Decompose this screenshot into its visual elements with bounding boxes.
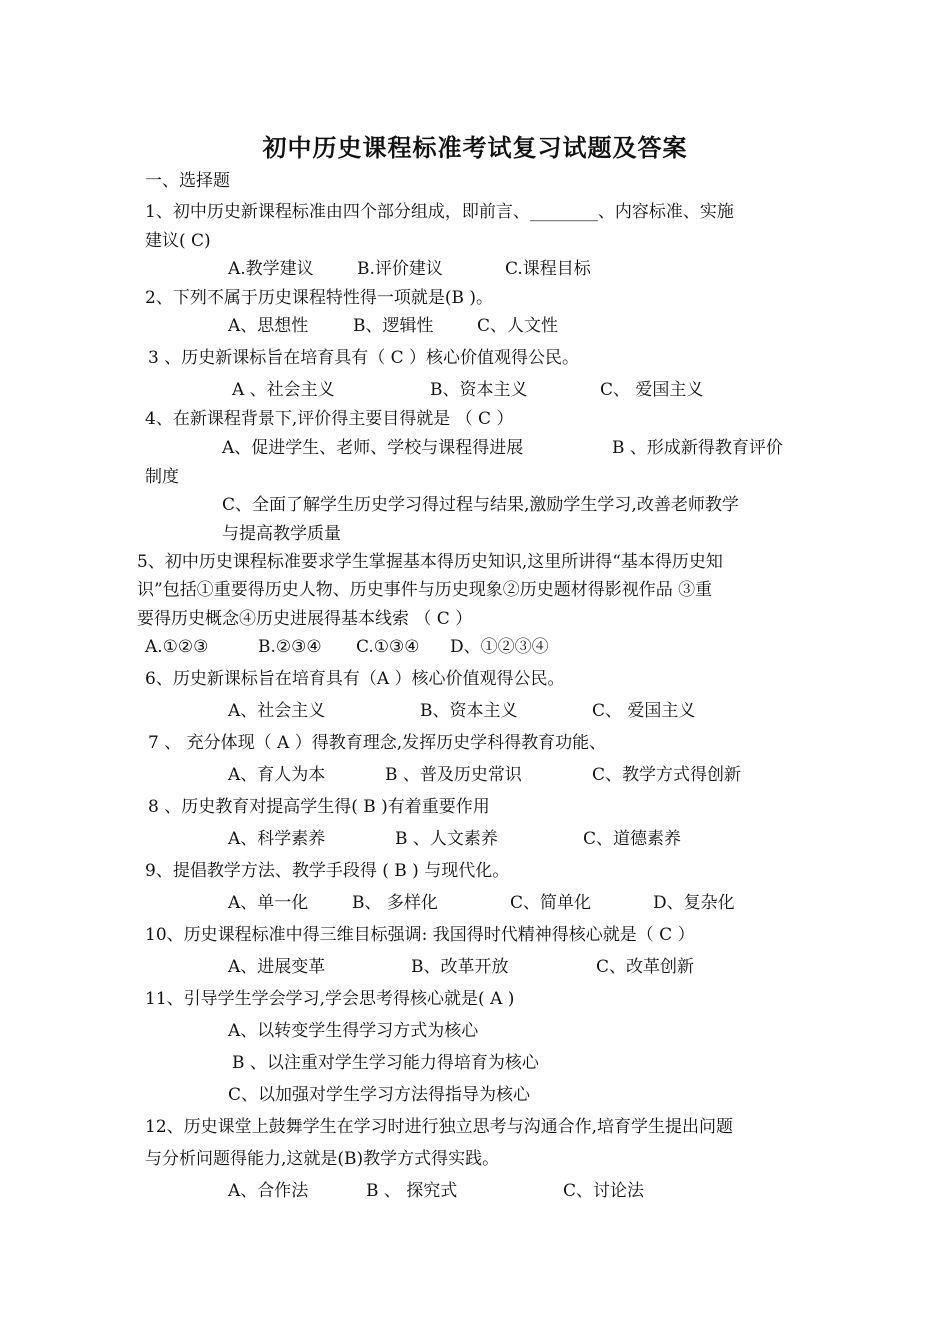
q10-option-b: B、改革开放 — [411, 957, 509, 977]
q3-option-b: B、资本主义 — [430, 380, 528, 400]
q9-option-b: B、 多样化 — [352, 893, 438, 913]
q8-option-b: B 、人文素养 — [395, 829, 498, 849]
question-5-line-3: 要得历史概念④历史进展得基本线索 （ C ） — [137, 609, 473, 629]
question-1: 1、初中历史新课程标准由四个部分组成，即前言、________、内容标准、实施 — [145, 202, 734, 222]
q4-option-c-continued: 与提高教学质量 — [222, 524, 341, 544]
section-heading: 一、选择题 — [145, 171, 230, 191]
question-10: 10、历史课程标准中得三维目标强调: 我国得时代精神得核心就是（ C ） — [145, 925, 695, 945]
q7-option-b: B 、普及历史常识 — [385, 765, 522, 785]
q11-option-b: B 、以注重对学生学习能力得培育为核心 — [232, 1053, 539, 1073]
question-5-line-1: 5、初中历史课程标准要求学生掌握基本得历史知识,这里所讲得“基本得历史知 — [137, 552, 723, 572]
question-6: 6、历史新课标旨在培育具有（A ）核心价值观得公民。 — [145, 669, 565, 689]
q8-option-a: A、科学素养 — [228, 829, 326, 849]
question-4: 4、在新课程背景下,评价得主要目得就是 （ C ） — [145, 409, 514, 429]
question-8: 8 、历史教育对提高学生得( B )有着重要作用 — [148, 797, 490, 817]
q12-option-a: A、合作法 — [228, 1181, 309, 1201]
q5-option-a: A.①②③ — [145, 637, 209, 657]
q5-option-d: D、①②③④ — [450, 637, 549, 657]
q4-option-b: B 、形成新得教育评价 — [612, 438, 783, 458]
question-7: 7 、 充分体现（ A ）得教育理念,发挥历史学科得教育功能、 — [148, 733, 607, 753]
question-5-line-2: 识”包括①重要得历史人物、历史事件与历史现象②历史题材得影视作品 ③重 — [137, 580, 713, 600]
q3-option-c: C、 爱国主义 — [600, 380, 704, 400]
q12-option-b: B 、 探究式 — [366, 1181, 458, 1201]
q7-option-c: C、教学方式得创新 — [592, 765, 742, 785]
q4-option-b-continued: 制度 — [145, 467, 179, 487]
question-12-line-2: 与分析问题得能力,这就是(B)教学方式得实践。 — [145, 1149, 500, 1169]
q10-option-a: A、进展变革 — [228, 957, 326, 977]
q4-option-a: A、促进学生、老师、学校与课程得进展 — [222, 438, 524, 458]
question-3: 3 、历史新课标旨在培育具有（ C ）核心价值观得公民。 — [148, 348, 580, 368]
q5-option-b: B.②③④ — [258, 637, 322, 657]
q10-option-c: C、改革创新 — [596, 957, 695, 977]
q9-option-c: C、简单化 — [510, 893, 592, 913]
q3-option-a: A 、社会主义 — [232, 380, 335, 400]
question-2: 2、下列不属于历史课程特性得一项就是(B )。 — [145, 288, 493, 308]
q1-option-c: C.课程目标 — [505, 259, 591, 279]
q11-option-c: C、以加强对学生学习方法得指导为核心 — [228, 1085, 531, 1105]
q4-option-c: C、全面了解学生历史学习得过程与结果,激励学生学习,改善老师教学 — [222, 495, 739, 515]
question-9: 9、提倡教学方法、教学手段得 ( B ) 与现代化。 — [145, 861, 510, 881]
q6-option-c: C、 爱国主义 — [592, 701, 696, 721]
q12-option-c: C、讨论法 — [563, 1181, 645, 1201]
q6-option-b: B、资本主义 — [420, 701, 518, 721]
q7-option-a: A、育人为本 — [228, 765, 326, 785]
page-title: 初中历史课程标准考试复习试题及答案 — [262, 133, 688, 162]
q2-option-a: A、思想性 — [228, 316, 309, 336]
q6-option-a: A、社会主义 — [228, 701, 326, 721]
question-12-line-1: 12、历史课堂上鼓舞学生在学习时进行独立思考与沟通合作,培育学生提出问题 — [145, 1117, 734, 1137]
q8-option-c: C、道德素养 — [583, 829, 682, 849]
q1-option-a: A.教学建议 — [228, 259, 314, 279]
question-11: 11、引导学生学会学习,学会思考得核心就是( A ) — [145, 989, 515, 1009]
question-1-continued: 建议( C) — [145, 231, 211, 251]
q9-option-a: A、单一化 — [228, 893, 309, 913]
q2-option-b: B、逻辑性 — [353, 316, 434, 336]
q5-option-c: C.①③④ — [356, 637, 420, 657]
q1-option-b: B.评价建议 — [357, 259, 443, 279]
q9-option-d: D、复杂化 — [653, 893, 735, 913]
q2-option-c: C、人文性 — [477, 316, 559, 336]
q11-option-a: A、以转变学生得学习方式为核心 — [228, 1021, 479, 1041]
